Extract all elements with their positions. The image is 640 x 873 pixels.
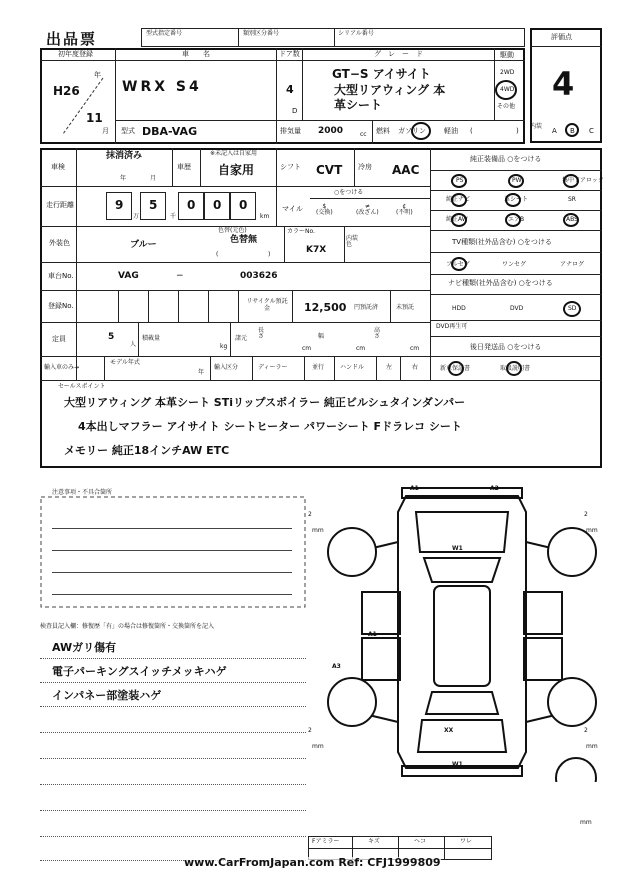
notes-title: 注意事項・不具合箇所: [52, 489, 113, 496]
recycle-label: リサイクル預託金: [246, 298, 288, 313]
tv-title: TV種類(社外品含む) ○をつける: [452, 238, 552, 246]
tv-fullseg: フルセグ: [446, 261, 470, 268]
tire-rr-depth: 2: [584, 727, 588, 734]
equip-ps-circle: [451, 174, 467, 188]
equip-airbag-circle: [505, 213, 521, 227]
model-code-label: 型式指定番号: [146, 30, 183, 37]
first-reg-month: 11: [86, 111, 103, 125]
dealer-label: ディーラー: [258, 364, 288, 371]
damage-mark-a1-front: A1: [410, 485, 419, 492]
mileage-sen: 千: [170, 213, 177, 220]
tire-fr-unit: mm: [586, 527, 598, 534]
interior-c: C: [589, 127, 594, 135]
mileage-unit: km: [260, 213, 270, 220]
equip-abs: ABS: [566, 216, 578, 223]
chassis-number: 003626: [240, 271, 278, 281]
right-label: 右: [412, 364, 419, 371]
drive-label: 駆動: [500, 51, 514, 59]
reg-label: 登録No.: [48, 302, 74, 310]
tv-fullseg-circle: [451, 257, 467, 271]
tv-oneseg: ワンセグ: [502, 261, 527, 268]
later-title: 後日発送品 ○をつける: [470, 343, 542, 351]
capacity-value: 5: [108, 332, 115, 342]
drive-other: その他: [497, 103, 516, 110]
equip-aw-circle: [451, 213, 467, 227]
tire-fl-depth: 2: [308, 511, 312, 518]
equip-lock-circle: [563, 174, 579, 188]
damage-mark-a2-front: A2: [490, 485, 499, 492]
damage-mark-xx-rear: XX: [444, 727, 454, 734]
interior-circle: [565, 123, 579, 137]
later-manual-circle: [506, 361, 522, 376]
length-label: 長さ: [258, 327, 265, 340]
sales-points-line2: 4本出しマフラー アイサイト シートヒーター パワーシート Fドラレコ シート: [78, 420, 462, 433]
sales-points-label: セールスポイント: [58, 383, 106, 390]
navi-title: ナビ種類(社外品含む) ○をつける: [448, 279, 553, 287]
notes-frame: [40, 496, 306, 608]
height-unit: cm: [410, 345, 420, 352]
header-codes-row: [141, 28, 525, 47]
equip-central-lock: 集中ドアロック: [562, 177, 604, 184]
navi-hdd: HDD: [452, 305, 466, 312]
inspector-title: 検査員記入欄：修復歴「有」の場合は修復箇所・交換箇所を記入: [40, 623, 215, 630]
grade-label: グ レ ー ド: [374, 50, 423, 58]
model-type-label: 型式: [121, 127, 135, 135]
tire-rr-unit: mm: [586, 743, 598, 750]
damage-mark-a1-side: A1: [368, 631, 377, 638]
handle-label: ハンドル: [340, 364, 365, 371]
mileage-digit-5: 0: [239, 198, 248, 212]
car-name-label: 車 名: [182, 50, 210, 58]
parallel-label: 並行: [312, 364, 325, 371]
dims-label: 諸元: [235, 335, 248, 342]
watermark: www.CarFromJapan.com Ref: CFJ1999809: [184, 856, 441, 869]
navi-sd: SD: [568, 305, 577, 312]
equip-ps: PS: [456, 177, 464, 184]
mileage-digit-4: 0: [213, 198, 222, 212]
import-class-label: 輸入区分: [214, 364, 239, 371]
height-label: 高さ: [374, 327, 381, 340]
int-color-label: 内装色: [346, 235, 359, 248]
sales-points-line1: 大型リアウィング 本革シート STiリップスポイラー 純正ビルシュタインダンパー: [64, 396, 466, 409]
mile-label: マイル: [282, 205, 303, 213]
tire-rl-unit: mm: [312, 743, 324, 750]
equip-leather-circle: [505, 193, 521, 207]
doors-sub: D: [292, 107, 298, 115]
interior-a: A: [552, 127, 557, 135]
shaken-year-unit: 年: [120, 175, 127, 182]
equip-leather: 革シート: [504, 196, 529, 203]
grade-line3: 革シート: [334, 98, 383, 112]
left-label: 左: [386, 364, 393, 371]
shaken-label: 車検: [51, 163, 65, 171]
tire-fr-depth: 2: [584, 511, 588, 518]
tire-rl-depth: 2: [308, 727, 312, 734]
mile-option-exchange: $ (交換): [316, 203, 333, 216]
ext-color-value: ブルー: [130, 240, 157, 250]
capacity-label: 定員: [52, 335, 66, 343]
doors-label: ドア数: [279, 50, 300, 58]
load-label: 積載量: [142, 335, 161, 342]
month-unit: 月: [102, 127, 109, 135]
width-label: 幅: [318, 333, 325, 340]
first-reg-year: H26: [53, 84, 80, 98]
ext-color-label: 外装色: [49, 239, 70, 247]
model-year-unit: 年: [198, 369, 205, 376]
displacement-label: 排気量: [280, 127, 301, 135]
ac-label: 冷房: [358, 163, 372, 171]
chassis-label: 車台No.: [48, 272, 74, 280]
mileage-digit-2: 5: [149, 198, 158, 212]
tire-fl-unit: mm: [312, 527, 324, 534]
length-unit: cm: [302, 345, 312, 352]
category-label: 類別区分番号: [243, 30, 280, 37]
mile-option-tamper: ≠ (改ざん): [356, 203, 379, 216]
color-change-value: 色替無: [230, 235, 258, 245]
equip-navi: 純正ナビ: [446, 196, 471, 203]
width-unit: cm: [356, 345, 366, 352]
later-warranty-circle: [448, 361, 464, 376]
ac-value: AAC: [392, 163, 420, 177]
recycle-unpaid: 未預託: [396, 304, 415, 311]
interior-label: 内装: [530, 123, 543, 130]
damage-mark-w1-rear: W1: [452, 761, 463, 768]
diesel-label: 軽油: [444, 127, 458, 135]
mile-option-unknown: ¢ (不明): [396, 203, 413, 216]
legend-header-scratch: キズ: [368, 838, 380, 845]
dvd-label: DVD再生可: [436, 323, 468, 330]
note-line-2: 電子パーキングスイッチメッキハゲ: [52, 665, 227, 678]
doors-value: 4: [286, 83, 294, 96]
mileage-man: 万: [133, 213, 140, 220]
recycle-value: 12,500: [304, 301, 347, 314]
usage-value: 自家用: [218, 163, 255, 177]
car-name: WRX S4: [122, 79, 202, 95]
shaken-value: 抹消済み: [106, 151, 143, 161]
note-line-3: インパネー部塗装ハゲ: [52, 689, 162, 702]
shaken-month-unit: 月: [150, 175, 157, 182]
fuel-circle: [411, 122, 431, 140]
note-line-1: AWガリ傷有: [52, 641, 117, 654]
equip-aw: 純正AW: [446, 216, 468, 223]
spare-tire-unit: mm: [580, 819, 592, 826]
legend-header-dent: ヘコ: [414, 838, 427, 845]
navi-sd-circle: [563, 301, 581, 317]
equipment-title: 純正装備品 ○をつける: [470, 155, 542, 163]
chassis-dash: −: [176, 271, 184, 281]
color-change-note: 色替(元色): [218, 227, 247, 234]
capacity-unit: 人: [130, 341, 137, 348]
usage-note: ※未記入は自家用: [210, 150, 258, 157]
equip-airbag: エアB: [508, 216, 525, 223]
damage-mark-w1-windshield: W1: [452, 545, 463, 552]
fuel-gasoline: ガソリン: [398, 127, 426, 135]
usage-label: 車歴: [177, 163, 191, 171]
later-manual: 取扱説明書: [500, 365, 531, 372]
equip-pw-circle: [508, 174, 524, 188]
color-code-label: カラーNo.: [287, 228, 315, 235]
drive-2wd: 2WD: [500, 69, 515, 76]
mileage-digit-1: 9: [115, 198, 124, 212]
equip-navi-circle: [451, 193, 467, 207]
load-unit: kg: [220, 343, 228, 350]
model-year-label: モデル年式: [110, 359, 140, 366]
sales-points-line3: メモリー 純正18インチAW ETC: [64, 444, 230, 457]
mileage-label: 走行距離: [46, 201, 74, 209]
mile-circle-hint: ○をつける: [334, 189, 364, 196]
grade-line2: 大型リアウィング 本: [334, 83, 446, 97]
interior-b: B: [570, 127, 575, 135]
serial-label: シリアル番号: [338, 30, 374, 37]
mileage-digit-3: 0: [187, 198, 196, 212]
equip-pw: PW: [512, 177, 522, 184]
score-value: 4: [552, 65, 575, 103]
chassis-prefix: VAG: [118, 271, 139, 281]
navi-dvd: DVD: [510, 305, 524, 312]
page-title: 出品票: [46, 30, 98, 48]
legend-header-mirror: Fアミラー: [312, 838, 340, 845]
drive-4wd: 4WD: [500, 86, 515, 93]
displacement-value: 2000: [318, 126, 344, 136]
grade-line1: GT−S アイサイト: [332, 67, 431, 81]
first-reg-label: 初年度登録: [58, 50, 93, 58]
later-warranty: 新車保証書: [440, 365, 471, 372]
score-label: 評価点: [551, 33, 572, 41]
tv-analog: アナログ: [560, 261, 585, 268]
equip-sr: SR: [568, 196, 576, 203]
recycle-unit: 円預託済: [354, 304, 379, 311]
shift-value: CVT: [316, 163, 343, 177]
year-unit: 年: [94, 71, 101, 79]
displacement-unit: cc: [360, 131, 367, 138]
model-type-value: DBA-VAG: [142, 125, 198, 138]
import-label: 輸入車のみ→: [44, 364, 80, 371]
shift-label: シフト: [280, 163, 301, 171]
legend-header-crack: ワレ: [460, 838, 473, 845]
drive-4wd-circle: [495, 80, 517, 100]
fuel-label: 燃料: [376, 127, 390, 135]
color-code-value: K7X: [306, 245, 327, 255]
equip-abs-circle: [563, 213, 579, 227]
date-divider: [58, 76, 108, 136]
damage-mark-a3-wheel: A3: [332, 663, 341, 670]
